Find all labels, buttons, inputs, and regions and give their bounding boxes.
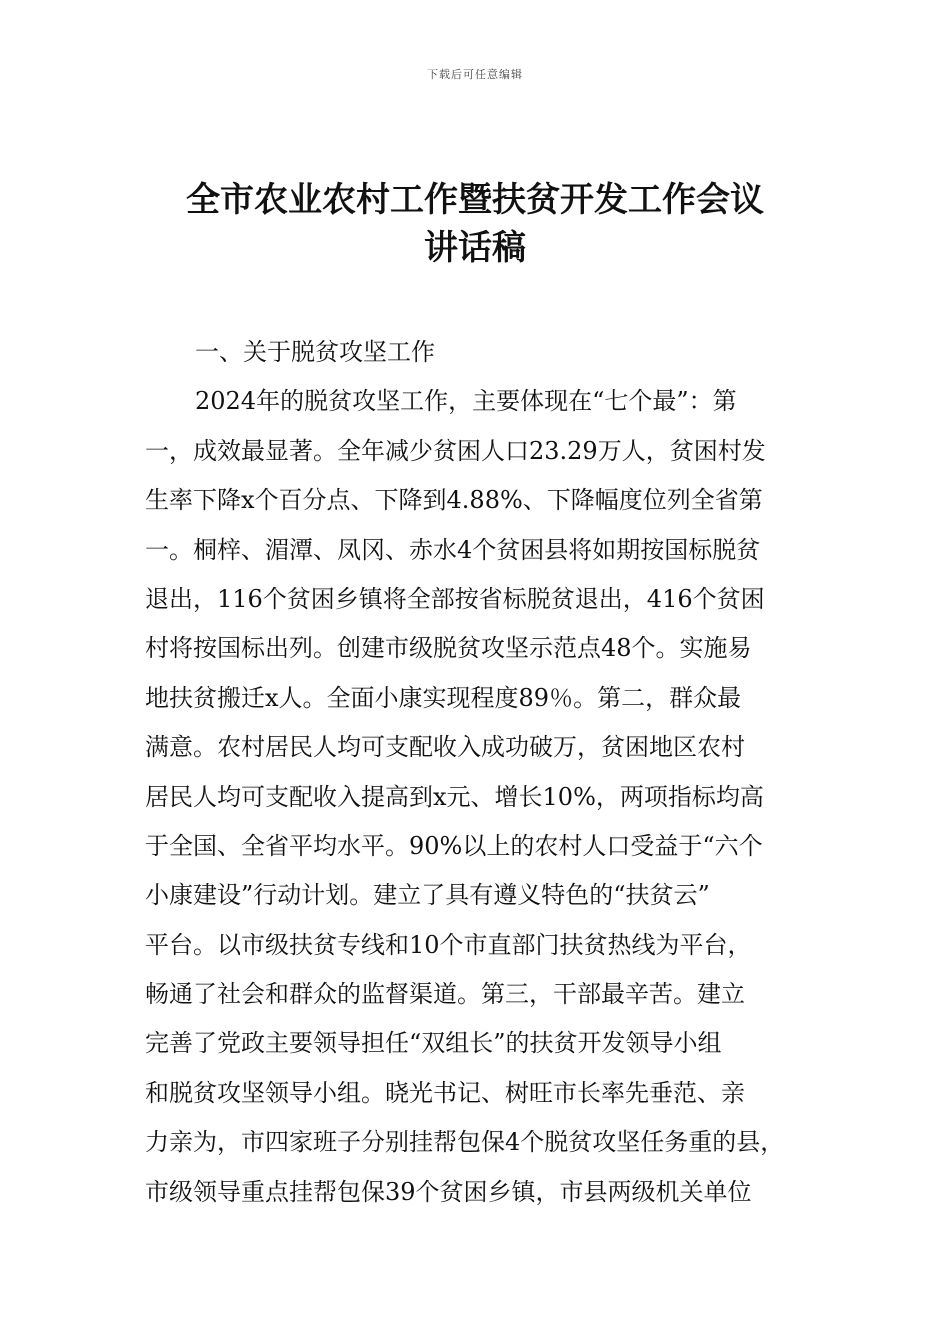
paragraph-line: 市级领导重点挂帮包保39个贫困乡镇，市县两级机关单位 xyxy=(145,1177,752,1206)
title-line-2: 讲话稿 xyxy=(424,228,526,268)
paragraph-line: 和脱贫攻坚领导小组。晓光书记、树旺市长率先垂范、亲 xyxy=(145,1078,745,1107)
paragraph-line: 2024年的脱贫攻坚工作，主要体现在“七个最”：第 xyxy=(195,387,737,416)
paragraph-line: 居民人均可支配收入提高到x元、增长10%，两项指标均高 xyxy=(145,782,764,811)
paragraph-line: 一，成效最显著。全年减少贫困人口23.29万人，贫困村发 xyxy=(145,436,766,465)
paragraph-line: 满意。农村居民人均可支配收入成功破万，贫困地区农村 xyxy=(145,733,745,762)
paragraph-line: 于全国、全省平均水平。90%以上的农村人口受益于“六个 xyxy=(145,831,763,860)
document-title xyxy=(120,176,830,272)
paragraph-line: 村将按国标出列。创建市级脱贫攻坚示范点48个。实施易 xyxy=(145,634,752,663)
paragraph-line: 一。桐梓、湄潭、凤冈、赤水4个贫困县将如期按国标脱贫 xyxy=(145,535,761,564)
header-note: 下载后可任意编辑 xyxy=(427,68,523,81)
paragraph-line: 地扶贫搬迁x人。全面小康实现程度89％。第二，群众最 xyxy=(145,683,742,712)
paragraph-line: 完善了党政主要领导担任“双组长”的扶贫开发领导小组 xyxy=(145,1029,722,1058)
paragraph-line: 平台。以市级扶贫专线和10个市直部门扶贫热线为平台， xyxy=(145,930,752,959)
title-line-1: 全市农业农村工作暨扶贫开发工作会议 xyxy=(186,180,764,220)
document-body xyxy=(145,328,820,1217)
paragraph-line: 退出，116个贫困乡镇将全部按省标脱贫退出，416个贫困 xyxy=(145,584,765,613)
paragraph-line: 力亲为，市四家班子分别挂帮包保4个脱贫攻坚任务重的县， xyxy=(145,1128,785,1157)
paragraph-line: 小康建设”行动计划。建立了具有遵义特色的“扶贫云” xyxy=(145,881,710,910)
paragraph-line: 生率下降x个百分点、下降到4.88%、下降幅度位列全省第 xyxy=(145,486,763,515)
section-heading: 一、关于脱贫攻坚工作 xyxy=(195,338,435,366)
paragraph-line: 畅通了社会和群众的监督渠道。第三，干部最辛苦。建立 xyxy=(145,980,745,1009)
